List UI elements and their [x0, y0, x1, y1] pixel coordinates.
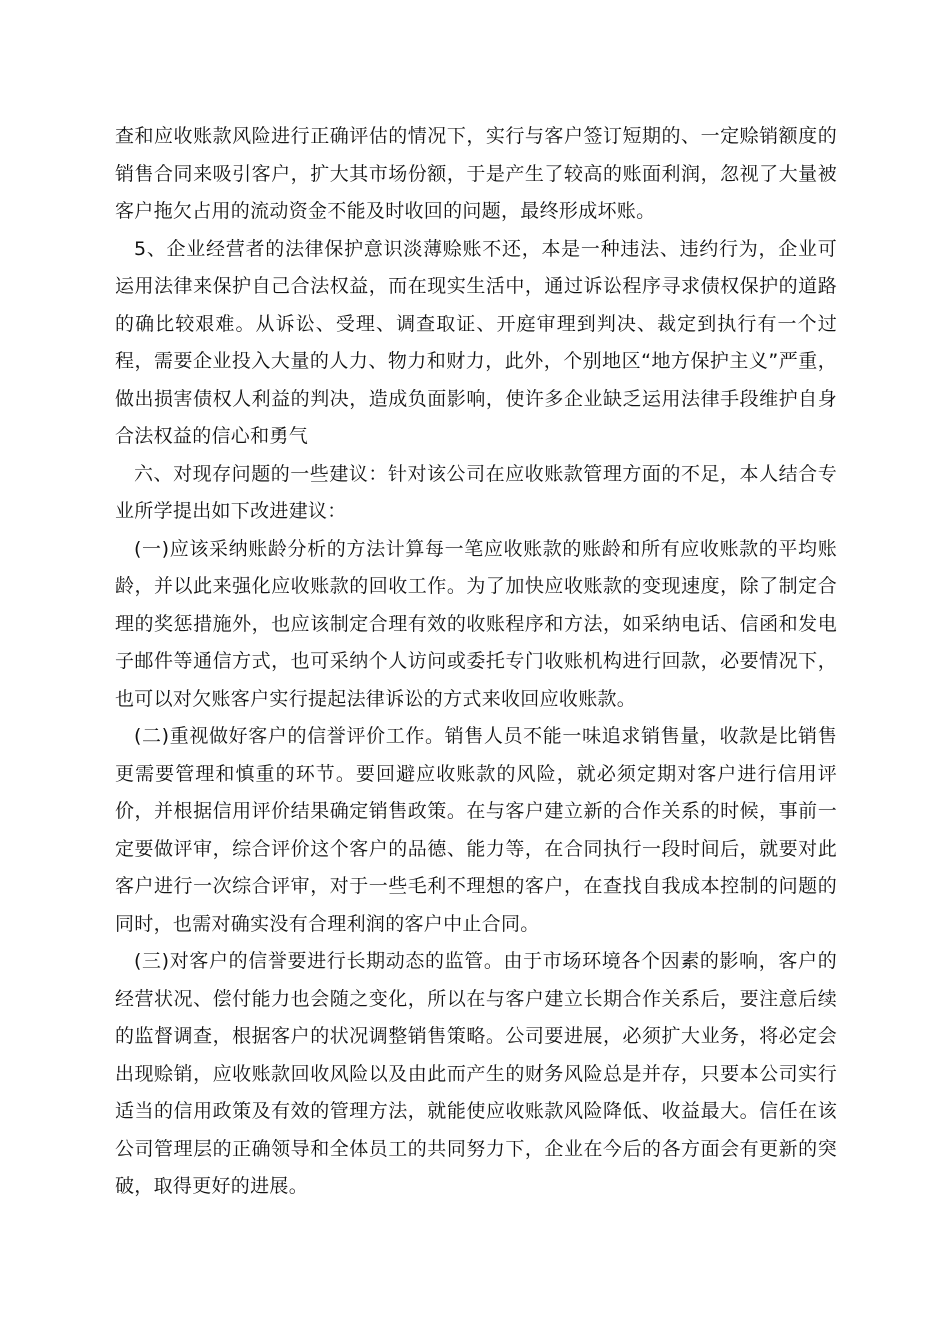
paragraph-continuation: 查和应收账款风险进行正确评估的情况下，实行与客户签订短期的、一定赊销额度的销售合同来吸引客户，扩大其市场份额，于是产生了较高的账面利润，忽视了大量被客户拖欠占用的流动资金不能及时收回的问题，最终形成坏账。 — [115, 125, 837, 222]
paragraph-suggestion-1: (一)应该采纳账龄分析的方法计算每一笔应收账款的账龄和所有应收账款的平均账龄，并以此来强化应收账款的回收工作。为了加快应收账款的变现速度，除了制定合理的奖惩措施外，也应该制定合理有效的收账程序和方法，如采纳电话、信函和发电子邮件等通信方式，也可采纳个人访问或委托专门收账机构进行回款，必要情况下，也可以对欠账客户实行提起法律诉讼的方式来收回应收账款。 — [115, 537, 837, 710]
paragraph-legal-protection: 5、企业经营者的法律保护意识淡薄赊账不还，本是一种违法、违约行为，企业可运用法律来保护自己合法权益，而在现实生活中，通过诉讼程序寻求债权保护的道路的确比较艰难。从诉讼、受理、调查取证、开庭审理到判决、裁定到执行有一个过程，需要企业投入大量的人力、物力和财力，此外，个别地区“地方保护主义”严重，做出损害债权人利益的判决，造成负面影响，使许多企业缺乏运用法律手段维护自身合法权益的信心和勇气 — [115, 237, 837, 447]
paragraph-suggestions-heading: 六、对现存问题的一些建议：针对该公司在应收账款管理方面的不足，本人结合专业所学提出如下改进建议： — [115, 462, 837, 522]
document-body — [115, 118, 837, 1206]
paragraph-suggestion-2: (二)重视做好客户的信誉评价工作。销售人员不能一味追求销售量，收款是比销售更需要管理和慎重的环节。要回避应收账款的风险，就必须定期对客户进行信用评价，并根据信用评价结果确定销售政策。在与客户建立新的合作关系的时候，事前一定要做评审，综合评价这个客户的品德、能力等，在合同执行一段时间后，就要对此客户进行一次综合评审，对于一些毛利不理想的客户，在查找自我成本控制的问题的同时，也需对确实没有合理利润的客户中止合同。 — [115, 725, 837, 935]
paragraph-suggestion-3: (三)对客户的信誉要进行长期动态的监管。由于市场环境各个因素的影响，客户的经营状况、偿付能力也会随之变化，所以在与客户建立长期合作关系后，要注意后续的监督调查，根据客户的状况调整销售策略。公司要进展，必须扩大业务，将必定会出现赊销，应收账款回收风险以及由此而产生的财务风险总是并存，只要本公司实行适当的信用政策及有效的管理方法，就能使应收账款风险降低、收益最大。信任在该公司管理层的正确领导和全体员工的共同努力下，企业在今后的各方面会有更新的突破，取得更好的进展。 — [115, 950, 837, 1197]
